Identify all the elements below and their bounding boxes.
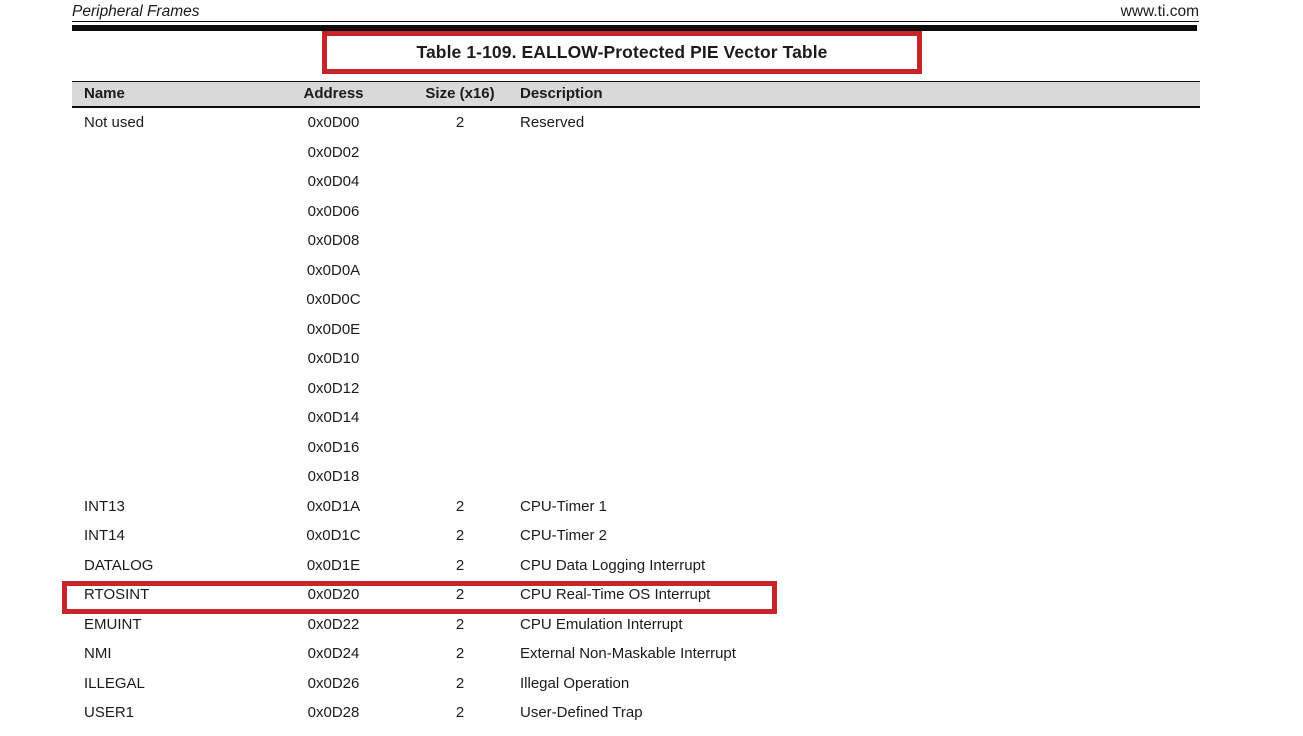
table-row bbox=[72, 669, 1200, 699]
cell-address: 0x0D24 bbox=[307, 645, 360, 662]
table-row bbox=[72, 639, 1200, 669]
cell-size: 2 bbox=[455, 615, 465, 633]
column-header-name: Name bbox=[84, 85, 125, 102]
cell-description: CPU Data Logging Interrupt bbox=[520, 556, 706, 574]
cell-name: USER1 bbox=[84, 704, 135, 721]
table-row bbox=[72, 551, 1200, 581]
cell-size: 2 bbox=[455, 497, 465, 515]
table-row bbox=[72, 698, 1200, 728]
cell-address: 0x0D1E bbox=[306, 556, 361, 574]
column-header-description: Description bbox=[520, 85, 603, 102]
header-thin-rule bbox=[72, 21, 1199, 22]
table-row bbox=[72, 138, 1200, 168]
cell-description: CPU-Timer 2 bbox=[520, 527, 607, 544]
table-title: Table 1-109. EALLOW-Protected PIE Vector Table bbox=[416, 42, 828, 62]
cell-address: 0x0D00 bbox=[307, 114, 360, 131]
table-row bbox=[72, 315, 1200, 345]
ti-website-link: www.ti.com bbox=[1120, 3, 1199, 20]
table-row bbox=[72, 610, 1200, 640]
cell-name: NMI bbox=[84, 645, 112, 662]
cell-address: 0x0D26 bbox=[307, 674, 360, 692]
cell-address: 0x0D06 bbox=[307, 202, 360, 220]
table-row bbox=[72, 492, 1200, 522]
table-row bbox=[72, 521, 1200, 551]
cell-size: 2 bbox=[455, 527, 465, 544]
running-header bbox=[72, 3, 1199, 21]
column-header-address: Address bbox=[303, 85, 364, 102]
cell-address: 0x0D1C bbox=[306, 527, 361, 544]
cell-address: 0x0D20 bbox=[307, 586, 360, 603]
cell-address: 0x0D22 bbox=[307, 615, 360, 633]
cell-size: 2 bbox=[455, 586, 465, 603]
column-header-size: Size (x16) bbox=[425, 85, 495, 102]
cell-size: 2 bbox=[455, 114, 465, 131]
header-thick-rule bbox=[72, 25, 1197, 31]
cell-name: RTOSINT bbox=[84, 586, 150, 603]
cell-address: 0x0D12 bbox=[307, 379, 360, 397]
cell-address: 0x0D10 bbox=[307, 350, 360, 367]
table-body bbox=[72, 108, 1200, 728]
cell-description: External Non-Maskable Interrupt bbox=[520, 645, 736, 662]
cell-description: Illegal Operation bbox=[520, 674, 630, 692]
cell-description: User-Defined Trap bbox=[520, 704, 643, 721]
table-row bbox=[72, 285, 1200, 315]
cell-size: 2 bbox=[455, 556, 465, 574]
cell-address: 0x0D18 bbox=[307, 468, 360, 485]
table-row bbox=[72, 433, 1200, 463]
cell-name: INT13 bbox=[84, 497, 125, 515]
table-row bbox=[72, 344, 1200, 374]
title-highlight-box bbox=[322, 31, 922, 74]
table-row bbox=[72, 197, 1200, 227]
table-row bbox=[72, 580, 1200, 610]
cell-name: EMUINT bbox=[84, 615, 142, 633]
table-header-row bbox=[72, 81, 1200, 108]
cell-name: INT14 bbox=[84, 527, 125, 544]
table-row bbox=[72, 167, 1200, 197]
cell-description: Reserved bbox=[520, 114, 585, 131]
table-row bbox=[72, 226, 1200, 256]
cell-size: 2 bbox=[455, 645, 465, 662]
cell-address: 0x0D02 bbox=[307, 143, 360, 161]
cell-address: 0x0D28 bbox=[307, 704, 360, 721]
table-row bbox=[72, 256, 1200, 286]
table-row bbox=[72, 374, 1200, 404]
cell-name: Not used bbox=[84, 114, 145, 131]
cell-description: CPU Real-Time OS Interrupt bbox=[520, 586, 711, 603]
cell-description: CPU Emulation Interrupt bbox=[520, 615, 683, 633]
running-header-section: Peripheral Frames bbox=[72, 3, 200, 20]
cell-address: 0x0D0A bbox=[306, 261, 361, 279]
cell-size: 2 bbox=[455, 704, 465, 721]
table-row bbox=[72, 403, 1200, 433]
cell-address: 0x0D16 bbox=[307, 438, 360, 456]
cell-size: 2 bbox=[455, 674, 465, 692]
cell-address: 0x0D1A bbox=[306, 497, 361, 515]
cell-name: DATALOG bbox=[84, 556, 154, 574]
table-row bbox=[72, 108, 1200, 138]
table-row bbox=[72, 462, 1200, 492]
cell-name: ILLEGAL bbox=[84, 674, 145, 692]
cell-address: 0x0D08 bbox=[307, 232, 360, 249]
cell-address: 0x0D0C bbox=[306, 291, 361, 308]
cell-address: 0x0D0E bbox=[306, 320, 361, 338]
cell-address: 0x0D04 bbox=[307, 173, 360, 190]
cell-description: CPU-Timer 1 bbox=[520, 497, 607, 515]
cell-address: 0x0D14 bbox=[307, 409, 360, 426]
